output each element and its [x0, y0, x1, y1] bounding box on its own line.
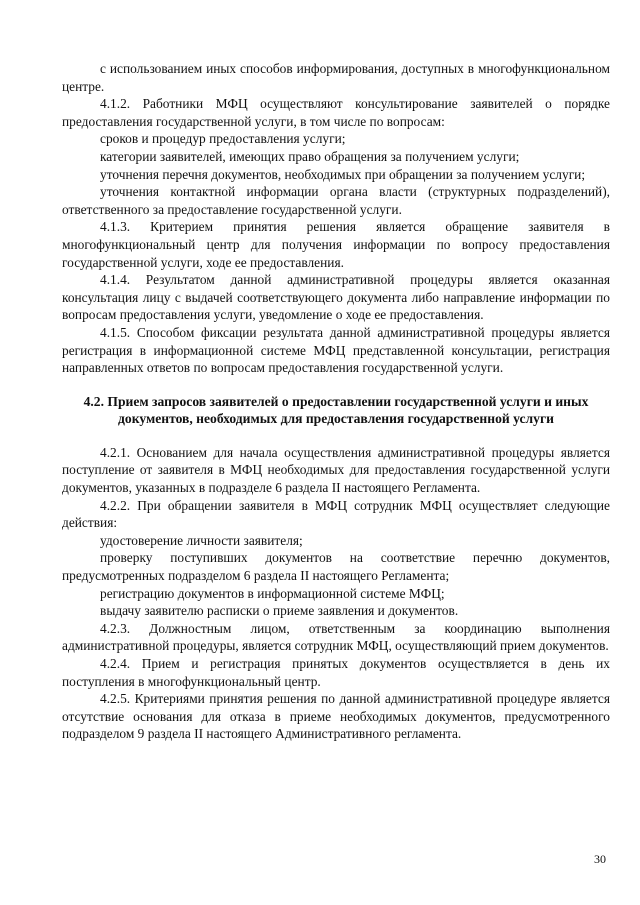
paragraph: выдачу заявителю расписки о приеме заявления и документов.	[100, 603, 459, 619]
paragraph: проверку поступивших документов на соответствие перечню документов, предусмотренных подразделом 6 раздела II настоящего Регламента;	[62, 550, 610, 584]
paragraph: 4.2.1. Основанием для начала осуществления административной процедуры является поступление от заявителя в МФЦ необходимых для предоставления государственной услуги документов, указанных в подразделе 6 раздела II настоящего Регламента.	[62, 444, 610, 496]
paragraph: уточнения контактной информации органа власти (структурных подразделений), ответственного за предоставление государственной услуги.	[62, 184, 610, 217]
paragraph: 4.1.5. Способом фиксации результата данной административной процедуры является регистрация в информационной системе МФЦ представленной консультации, регистрация направленных ответов по вопросам предоставления государственной услуги.	[62, 324, 610, 376]
page-number: 30	[594, 852, 606, 866]
paragraph: с использованием иных способов информирования, доступных в многофункциональном центре.	[62, 61, 610, 94]
paragraph: сроков и процедур предоставления услуги;	[100, 131, 346, 147]
paragraph: 4.2.3. Должностным лицом, ответственным за координацию выполнения административной процедуры, является сотрудник МФЦ, осуществляющий прием документов.	[62, 620, 610, 654]
paragraph: 4.1.4. Результатом данной административной процедуры является оказанная консультация лицу с выдачей соответствующего документа либо направление информации по вопросам предоставления услуги, уведомление о ходе ее предоставления.	[62, 272, 610, 323]
paragraph: категории заявителей, имеющих право обращения за получением услуги;	[100, 148, 520, 164]
paragraph: 4.1.3. Критерием принятия решения является обращение заявителя в многофункциональный центр для получения информации по вопросу предоставления государственной услуги, ходе ее предоставления.	[62, 219, 610, 270]
paragraph: 4.2.4. Прием и регистрация принятых документов осуществляется в день их поступления в многофункциональный центр.	[62, 656, 610, 689]
paragraphs-bottom	[62, 444, 610, 743]
paragraph: регистрацию документов в информационной системе МФЦ;	[100, 585, 445, 601]
paragraph: 4.2.2. При обращении заявителя в МФЦ сотрудник МФЦ осуществляет следующие действия:	[62, 497, 610, 531]
section-heading: 4.2. Прием запросов заявителей о предоставлении государственной услуги и иных документов, необходимых для предоставления государственной услуги	[83, 393, 589, 427]
document-page	[62, 60, 610, 743]
paragraph: уточнения перечня документов, необходимых при обращении за получением услуги;	[100, 166, 586, 182]
paragraph: 4.1.2. Работники МФЦ осуществляют консультирование заявителей о порядке предоставления государственной услуги, в том числе по вопросам:	[62, 96, 610, 129]
paragraph: 4.2.5. Критериями принятия решения по данной административной процедуре является отсутствие основания для отказа в приеме необходимых документов, предусмотренного подразделом 9 раздела II настоящего Административного регламента.	[62, 691, 610, 742]
paragraphs-top	[62, 60, 610, 377]
paragraph: удостоверение личности заявителя;	[100, 532, 303, 548]
